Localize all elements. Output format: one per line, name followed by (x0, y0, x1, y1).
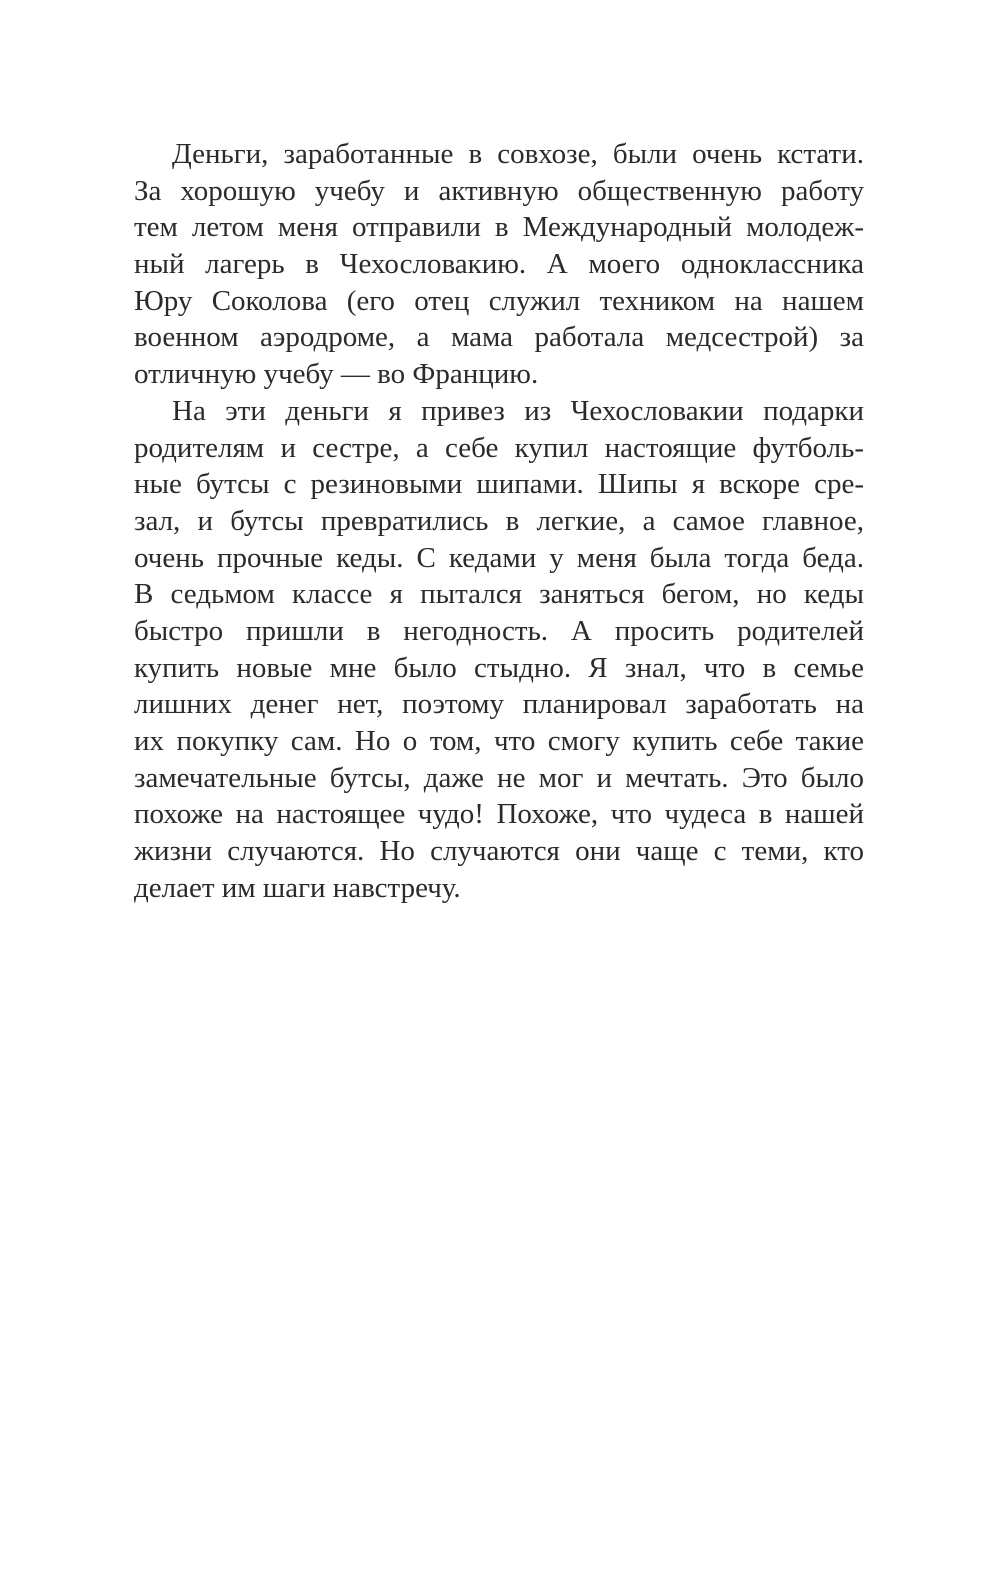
text-line: На эти деньги я привез из Чехословакии подарки (172, 394, 864, 427)
text-line: военном аэродроме, а мама работала медсестрой) за (134, 321, 864, 354)
text-line: лишних денег нет, поэтому планировал заработать на (134, 688, 864, 721)
body-text (134, 136, 864, 906)
text-line: делает им шаги навстречу. (134, 871, 461, 904)
text-line: родителям и сестре, а себе купил настоящие футболь- (134, 431, 864, 464)
text-line: быстро пришли в негодность. А просить родителей (134, 614, 864, 647)
text-line: Юру Соколова (его отец служил техником на нашем (134, 284, 864, 317)
text-line: Деньги, заработанные в совхозе, были очень кстати. (172, 138, 864, 170)
text-line: жизни случаются. Но случаются они чаще с теми, кто (134, 835, 864, 868)
text-line: За хорошую учебу и активную общественную работу (134, 174, 864, 207)
text-line: очень прочные кеды. С кедами у меня была тогда беда. (134, 541, 864, 574)
text-line: их покупку сам. Но о том, что смогу купить себе такие (134, 725, 864, 757)
text-line: похоже на настоящее чудо! Похоже, что чудеса в нашей (134, 798, 864, 831)
text-line: замечательные бутсы, даже не мог и мечтать. Это было (134, 761, 864, 794)
text-line: ный лагерь в Чехословакию. А моего одноклассника (134, 248, 864, 281)
text-line: ные бутсы с резиновыми шипами. Шипы я вскоре сре- (134, 468, 864, 501)
text-line: купить новые мне было стыдно. Я знал, что в семье (134, 651, 864, 684)
text-line: отличную учебу — во Францию. (134, 358, 539, 391)
text-line: В седьмом классе я пытался заняться бегом, но кеды (134, 578, 864, 611)
text-line: зал, и бутсы превратились в легкие, а самое главное, (134, 504, 864, 537)
text-line: тем летом меня отправили в Международный молодеж- (134, 211, 864, 244)
